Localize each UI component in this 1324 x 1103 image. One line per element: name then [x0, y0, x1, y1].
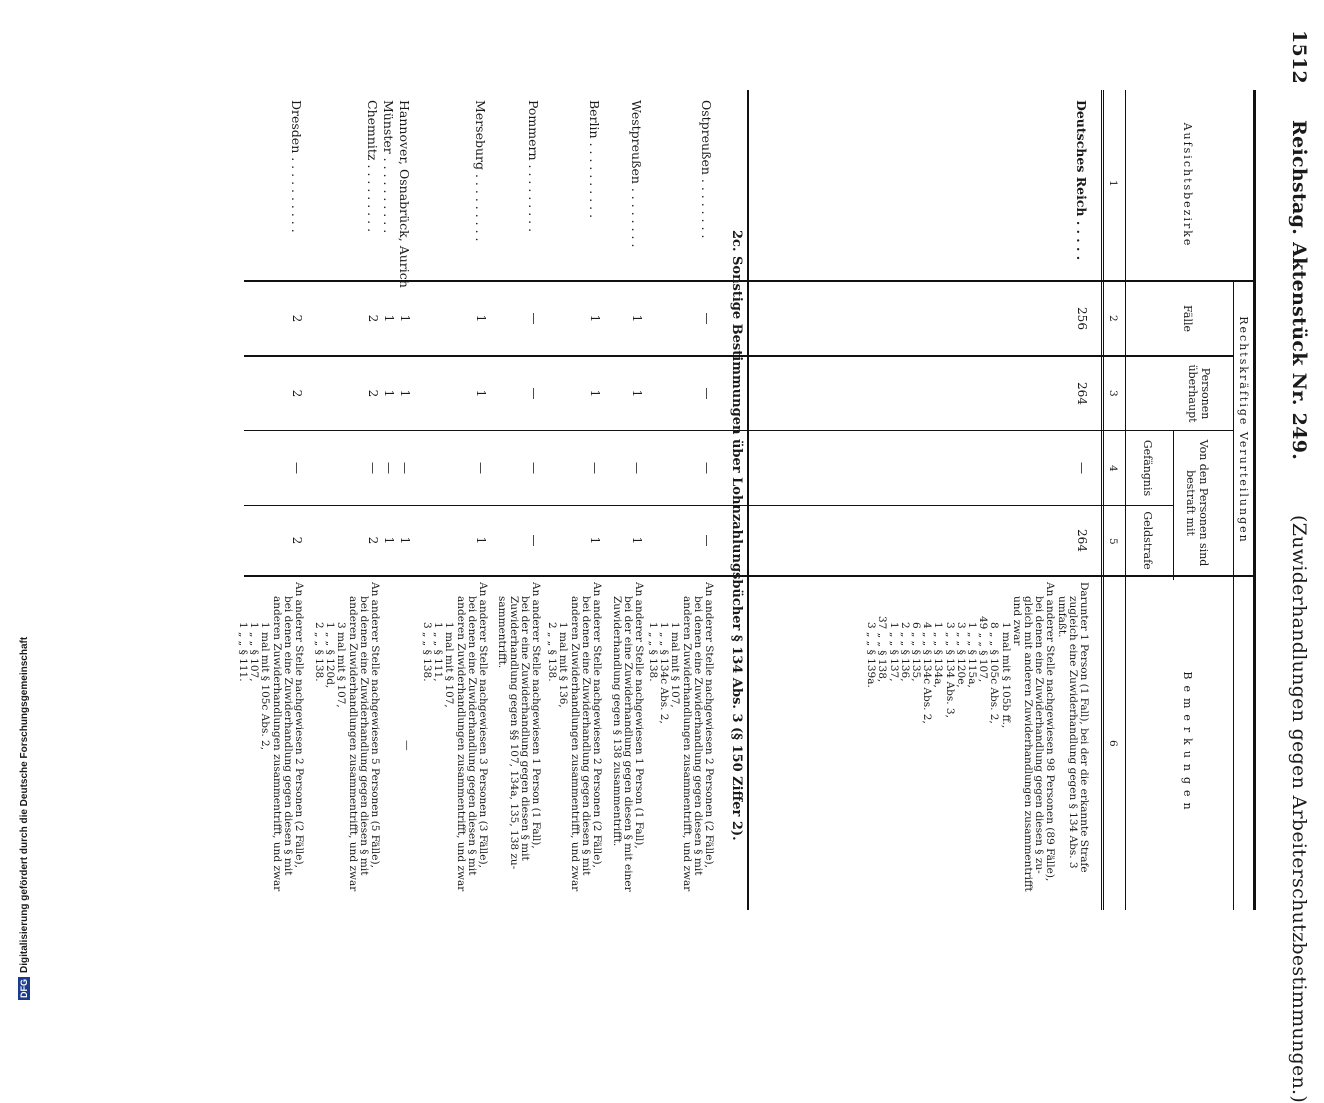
cell-gefaengnis: — — [398, 462, 412, 474]
district-name: Hannover, Osnabrück, Aurich — [397, 100, 412, 288]
remark-line: 1 mal mit § 107, — [669, 622, 682, 708]
remark-line: Zuwiderhandlung gegen §§ 107, 134a, 135, 138 zu- — [507, 596, 520, 870]
col-number-2: 2 — [1107, 315, 1119, 322]
dfg-logo: DFG — [19, 979, 29, 998]
remarks-block — [647, 582, 714, 891]
col-header-faelle: Fälle — [1181, 305, 1194, 332]
remark-line: bei denen eine Zuwiderhandlung gegen diesen § mit — [281, 596, 294, 876]
cell-gefaengnis: — — [630, 462, 644, 474]
district-name: Westpreußen . . . . . . . . — [629, 100, 644, 248]
remark-line: bei der eine Zuwiderhandlung gegen diesen § mit einer — [621, 596, 634, 892]
remark-line: 3 „ „ § 120e, — [954, 622, 967, 688]
cell-personen: — — [527, 387, 541, 400]
col-header-bezirke: Aufsichtsbezirke — [1181, 122, 1194, 248]
cell-faelle: 2 — [366, 314, 380, 323]
remark-line: 1 mal mit § 136, — [557, 622, 570, 708]
remark-line: 3 „ „ § 138. — [420, 622, 433, 682]
remark-line: 4 „ „ § 134c Abs. 2, — [921, 622, 934, 724]
cell-faelle: 1 — [474, 314, 488, 323]
remark-line: 1 „ „ § 111, — [432, 622, 445, 682]
remark-line: bei denen eine Zuwiderhandlung gegen diesen § zu- — [1033, 596, 1046, 874]
remark-line: — — [401, 740, 413, 751]
remark-line: 1 mal mit § 105c Abs. 2, — [259, 622, 272, 751]
section-title: 2c. Sonstige Bestimmungen über Lohnzahlungsbücher § 134 Abs. 3 (§ 150 Ziffer 2). — [729, 230, 744, 841]
cell-personen: 1 — [474, 389, 488, 398]
cell-faelle: — — [527, 312, 541, 325]
remark-line: zugleich eine Zuwiderhandlung gegen § 134 Abs. 3 — [1066, 596, 1079, 869]
remark-line: 1 „ „ § 115a, — [965, 622, 978, 688]
cell-geldstrafe: 1 — [398, 536, 412, 545]
footer-text: Digitalisierung gefördert durch die Deutsche Forschungsgemeinschaft — [19, 636, 30, 973]
remarks-block — [610, 582, 644, 892]
cell-personen: 1 — [398, 389, 412, 398]
remarks-block — [421, 582, 488, 891]
remark-line: 1 „ „ § 134c Abs. 2, — [658, 622, 671, 724]
cell-geldstrafe: 264 — [1075, 529, 1089, 552]
col-number-6: 6 — [1107, 740, 1119, 747]
remark-line: 1 „ „ § 138. — [646, 622, 659, 682]
remark-line: bei denen eine Zuwiderhandlung gegen diesen § mit — [465, 596, 478, 876]
remarks-block — [237, 582, 304, 891]
cell-gefaengnis: — — [1075, 462, 1089, 474]
number-row-rule — [1103, 90, 1104, 910]
col-rule-5 — [244, 575, 1254, 577]
cell-faelle: 1 — [398, 314, 412, 323]
remark-line: 2 „ „ § 136, — [898, 622, 911, 682]
table-top-rule — [1253, 90, 1256, 910]
cell-faelle: 2 — [290, 314, 304, 323]
section-rule — [747, 90, 749, 910]
cell-gefaengnis: — — [700, 462, 714, 474]
remark-line: anderen Zuwiderhandlungen zusammentrifft, und zwar — [568, 596, 581, 892]
district-name: Dresden . . . . . . . . . . — [289, 100, 304, 233]
remark-line: 8 „ „ § 105c Abs. 2, — [988, 622, 1001, 724]
remark-line: 2 „ „ § 138. — [546, 622, 559, 682]
cell-geldstrafe: 2 — [290, 536, 304, 545]
remark-line: bei der eine Zuwiderhandlung gegen diesen § mit — [518, 596, 531, 861]
col-number-3: 3 — [1107, 390, 1119, 397]
remarks-block — [496, 582, 541, 869]
col-number-4: 4 — [1107, 465, 1119, 472]
remark-line: Zuwiderhandlung gegen § 138 zusammentrifft. — [610, 596, 623, 847]
remark-line: 37 „ „ § 138, — [876, 616, 889, 683]
cell-geldstrafe: 1 — [588, 536, 602, 545]
remark-line: anderen Zuwiderhandlungen zusammentrifft, und zwar — [270, 596, 283, 892]
col-number-1: 1 — [1107, 180, 1119, 187]
col-header-bemerkungen: Bemerkungen — [1181, 671, 1194, 816]
district-name: Berlin . . . . . . . . . . — [587, 100, 602, 219]
cell-faelle: 256 — [1075, 307, 1089, 330]
col-header-geldstrafe: Geldstrafe — [1141, 511, 1154, 570]
remark-line: anderen Zuwiderhandlungen zusammentrifft, und zwar — [680, 596, 693, 892]
cell-personen: 1 — [588, 389, 602, 398]
cell-faelle: 1 — [382, 314, 396, 323]
cell-gefaengnis: — — [474, 462, 488, 474]
page-number: 1512 — [1288, 30, 1310, 85]
cell-gefaengnis: — — [527, 462, 541, 474]
remark-line: bei denen eine Zuwiderhandlung gegen diesen § mit — [357, 596, 370, 876]
remark-line: gleich mit anderen Zuwiderhandlungen zusammentrifft — [1021, 596, 1034, 892]
cell-personen: 1 — [382, 389, 396, 398]
remark-line: 1 „ „ § 107, — [248, 622, 261, 682]
remark-line: An anderer Stelle nachgewiesen 2 Personen (2 Fälle), — [293, 582, 305, 868]
cell-faelle: 1 — [588, 314, 602, 323]
cell-geldstrafe: — — [527, 534, 541, 547]
remark-line: An anderer Stelle nachgewiesen 98 Personen (89 Fälle), — [1044, 582, 1057, 882]
cell-faelle: 1 — [630, 314, 644, 323]
remark-line: anderen Zuwiderhandlungen zusammentrifft, und zwar — [454, 596, 467, 892]
remark-line: An anderer Stelle nachgewiesen 1 Person (1 Fall), — [530, 582, 542, 849]
remark-line: An anderer Stelle nachgewiesen 1 Person (1 Fall), — [633, 582, 645, 849]
cell-personen: 264 — [1075, 382, 1089, 405]
page-subtitle: (Zuwiderhandlungen gegen Arbeiterschutzbestimmungen.) — [1288, 515, 1310, 1103]
cell-personen: 1 — [630, 389, 644, 398]
district-name: Chemnitz . . . . . . . . . — [365, 100, 380, 233]
footer-credit — [18, 0, 38, 1000]
remark-line: bei denen eine Zuwiderhandlung gegen diesen § mit — [691, 596, 704, 876]
cell-faelle: — — [700, 312, 714, 325]
cell-geldstrafe: — — [700, 534, 714, 547]
remark-line: 1 „ „ § 111. — [236, 622, 249, 682]
cell-gefaengnis: — — [366, 462, 380, 474]
col-header-group: Rechtskräftige Verurteilungen — [1237, 316, 1250, 544]
remark-line: 3 mal mit § 107, — [335, 622, 348, 708]
remarks-block — [865, 582, 1089, 892]
remark-line: Darunter 1 Person (1 Fall), bei der die erkannte Strafe — [1078, 582, 1090, 873]
remark-line: An anderer Stelle nachgewiesen 2 Personen (2 Fälle), — [591, 582, 603, 868]
remark-line: bei denen eine Zuwiderhandlung gegen diesen § mit — [579, 596, 592, 876]
remark-line: An anderer Stelle nachgewiesen 5 Personen (5 Fälle), — [369, 582, 381, 868]
group-rule — [1233, 280, 1234, 910]
cell-gefaengnis: — — [382, 462, 396, 474]
remark-line: 1 mal mit § 107, — [443, 622, 456, 708]
remark-line: 1 „ „ § 120d, — [324, 622, 337, 689]
cell-personen: — — [700, 387, 714, 400]
district-name: Deutsches Reich . . . . . — [1074, 100, 1089, 261]
cell-geldstrafe: 1 — [630, 536, 644, 545]
remark-line: 3 „ „ § 139a. — [865, 622, 878, 688]
remark-line: 1 „ „ § 134a, — [932, 622, 945, 688]
cell-geldstrafe: 1 — [382, 536, 396, 545]
district-name: Münster . . . . . . . . . . — [381, 100, 396, 234]
cell-gefaengnis: — — [290, 462, 304, 474]
remark-line: An anderer Stelle nachgewiesen 2 Personen (2 Fälle), — [703, 582, 715, 868]
remark-line: An anderer Stelle nachgewiesen 3 Personen (3 Fälle), — [477, 582, 489, 868]
remarks-block — [546, 582, 602, 891]
remarks-block — [313, 582, 380, 891]
remark-line: 1 mal mit § 105b ff., — [999, 622, 1012, 729]
cell-gefaengnis: — — [588, 462, 602, 474]
col-number-5: 5 — [1107, 538, 1119, 545]
remark-line: 49 „ „ § 107, — [977, 616, 990, 683]
page-title: Reichstag. Aktenstück Nr. 249. — [1288, 120, 1310, 461]
col-header-gefaengnis: Gefängnis — [1141, 439, 1154, 497]
district-name: Merseburg . . . . . . . . . — [473, 100, 488, 242]
number-row-rule-2 — [1101, 90, 1102, 910]
remark-line: umfaßt. — [1055, 596, 1068, 638]
col-header-subgroup: Von den Personen sind bestraft mit — [1184, 439, 1210, 567]
cell-personen: 2 — [290, 389, 304, 398]
remark-line: 6 „ „ § 135, — [909, 622, 922, 682]
remark-line: und zwar — [1010, 596, 1023, 646]
header-bottom-rule — [1125, 90, 1126, 910]
district-name: Pommern . . . . . . . . . — [526, 100, 541, 233]
remark-line: anderen Zuwiderhandlungen zusammentrifft, und zwar — [346, 596, 359, 892]
cell-personen: 2 — [366, 389, 380, 398]
col-header-personen: Personen überhaupt — [1186, 364, 1212, 423]
remark-line: 3 „ „ § 134 Abs. 3, — [943, 622, 956, 718]
remark-line: sammentrifft. — [496, 596, 509, 669]
remark-line: 2 „ „ § 138. — [312, 622, 325, 682]
cell-geldstrafe: 2 — [366, 536, 380, 545]
district-name: Ostpreußen . . . . . . . . — [699, 100, 714, 239]
remark-line: 1 „ „ § 137, — [887, 622, 900, 682]
cell-geldstrafe: 1 — [474, 536, 488, 545]
